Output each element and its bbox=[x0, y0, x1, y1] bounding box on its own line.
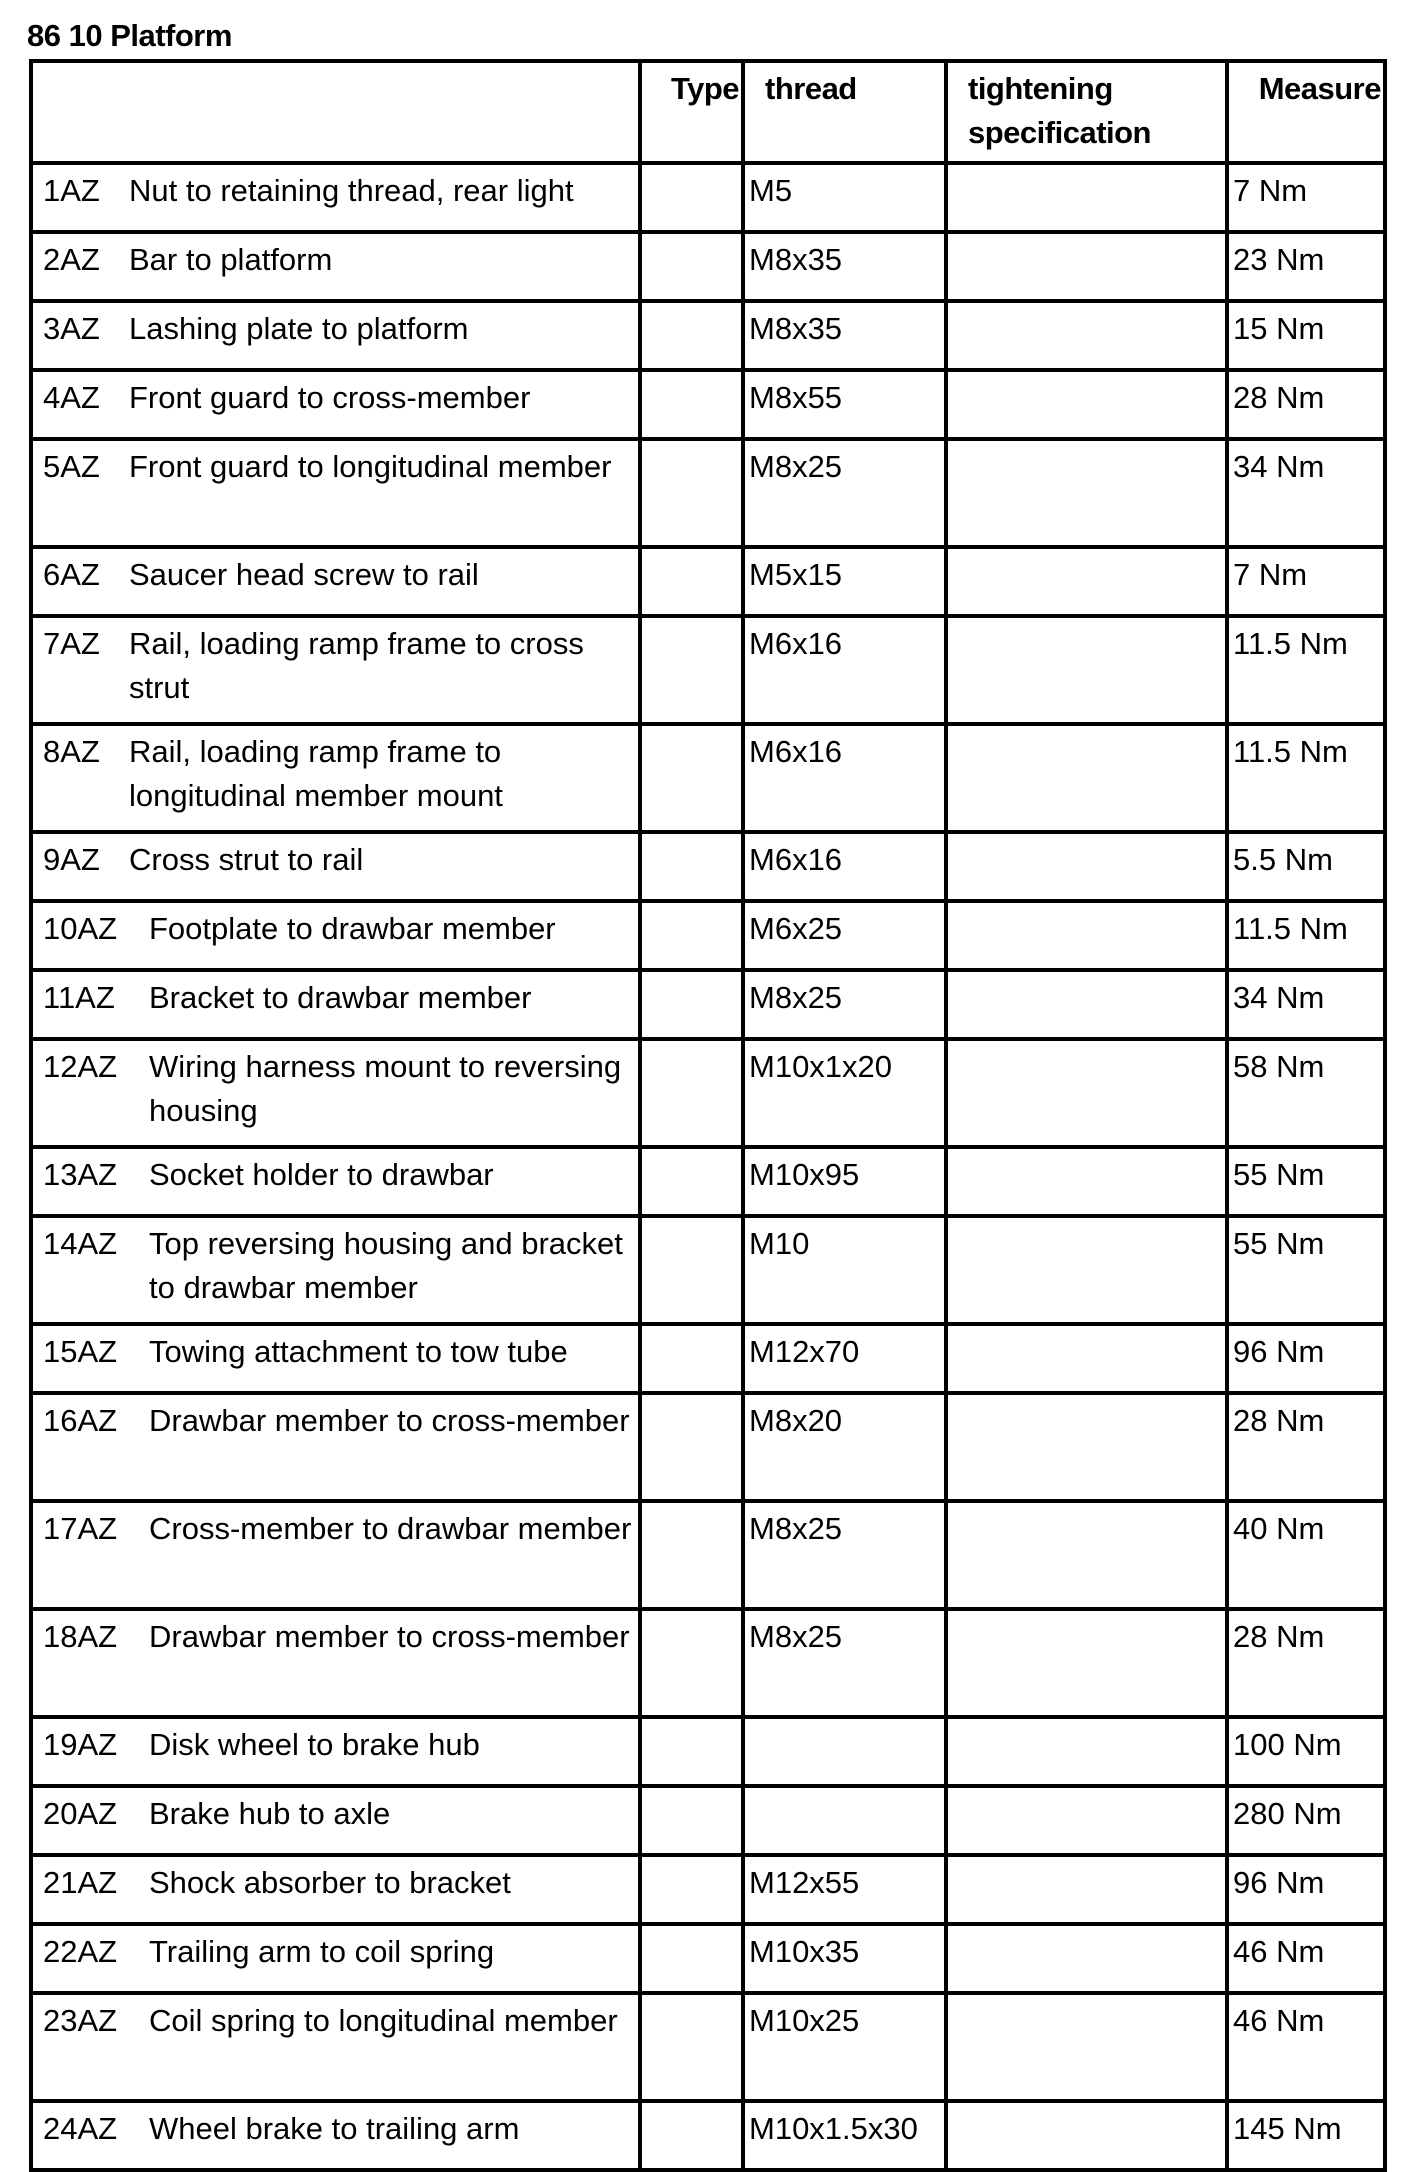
header-type: Type bbox=[640, 61, 743, 163]
description-cell bbox=[31, 1993, 640, 2101]
tightening-cell bbox=[946, 1924, 1227, 1993]
table-row bbox=[31, 1501, 1385, 1609]
header-tightening: tightening specification bbox=[946, 61, 1227, 163]
item-code: 6AZ bbox=[43, 557, 100, 592]
description-cell bbox=[31, 970, 640, 1039]
table-row bbox=[31, 301, 1385, 370]
tightening-cell bbox=[946, 1147, 1227, 1216]
item-description: Front guard to cross-member bbox=[129, 380, 531, 415]
item-description: Disk wheel to brake hub bbox=[149, 1727, 480, 1762]
table-row bbox=[31, 616, 1385, 724]
item-code: 21AZ bbox=[43, 1865, 118, 1900]
thread-cell: M6x16 bbox=[743, 832, 946, 901]
tightening-cell bbox=[946, 1786, 1227, 1855]
item-description: Cross strut to rail bbox=[129, 842, 364, 877]
header-description bbox=[31, 61, 640, 163]
description-cell bbox=[31, 301, 640, 370]
table-row bbox=[31, 724, 1385, 832]
measure-cell: 7 Nm bbox=[1227, 163, 1385, 232]
item-code: 2AZ bbox=[43, 242, 100, 277]
thread-cell: M10x1.5x30 bbox=[743, 2101, 946, 2170]
thread-cell: M6x16 bbox=[743, 724, 946, 832]
item-description: Drawbar member to cross-member bbox=[149, 1619, 630, 1654]
type-cell bbox=[640, 1324, 743, 1393]
item-description: Socket holder to drawbar bbox=[149, 1157, 494, 1192]
item-code: 1AZ bbox=[43, 173, 100, 208]
item-description: Nut to retaining thread, rear light bbox=[129, 173, 574, 208]
item-description: Cross-member to drawbar member bbox=[149, 1511, 632, 1546]
measure-cell: 280 Nm bbox=[1227, 1786, 1385, 1855]
thread-cell: M10 bbox=[743, 1216, 946, 1324]
measure-cell: 55 Nm bbox=[1227, 1147, 1385, 1216]
type-cell bbox=[640, 1993, 743, 2101]
tightening-cell bbox=[946, 1324, 1227, 1393]
item-code: 14AZ bbox=[43, 1226, 118, 1261]
tightening-cell bbox=[946, 232, 1227, 301]
item-code: 11AZ bbox=[43, 980, 115, 1015]
item-code: 12AZ bbox=[43, 1049, 118, 1084]
tightening-cell bbox=[946, 1855, 1227, 1924]
table-row bbox=[31, 1324, 1385, 1393]
description-cell bbox=[31, 1609, 640, 1717]
description-cell bbox=[31, 1786, 640, 1855]
item-description: Wiring harness mount to reversing housing bbox=[149, 1049, 622, 1128]
type-cell bbox=[640, 2101, 743, 2170]
table-row bbox=[31, 1786, 1385, 1855]
item-description: Front guard to longitudinal member bbox=[129, 449, 612, 484]
type-cell bbox=[640, 370, 743, 439]
measure-cell: 23 Nm bbox=[1227, 232, 1385, 301]
measure-cell: 40 Nm bbox=[1227, 1501, 1385, 1609]
measure-cell: 46 Nm bbox=[1227, 1924, 1385, 1993]
measure-cell: 11.5 Nm bbox=[1227, 901, 1385, 970]
type-cell bbox=[640, 1609, 743, 1717]
type-cell bbox=[640, 1855, 743, 1924]
type-cell bbox=[640, 1786, 743, 1855]
tightening-cell bbox=[946, 301, 1227, 370]
item-code: 18AZ bbox=[43, 1619, 118, 1654]
item-code: 5AZ bbox=[43, 449, 100, 484]
thread-cell: M5 bbox=[743, 163, 946, 232]
thread-cell: M6x25 bbox=[743, 901, 946, 970]
tightening-cell bbox=[946, 2101, 1227, 2170]
table-row bbox=[31, 1855, 1385, 1924]
table-row bbox=[31, 370, 1385, 439]
thread-cell: M5x15 bbox=[743, 547, 946, 616]
table-row bbox=[31, 1147, 1385, 1216]
type-cell bbox=[640, 232, 743, 301]
tightening-cell bbox=[946, 439, 1227, 547]
item-code: 4AZ bbox=[43, 380, 100, 415]
measure-cell: 96 Nm bbox=[1227, 1855, 1385, 1924]
page-title: 86 10 Platform bbox=[27, 18, 232, 53]
table-row bbox=[31, 2101, 1385, 2170]
description-cell bbox=[31, 901, 640, 970]
description-cell bbox=[31, 832, 640, 901]
item-code: 7AZ bbox=[43, 626, 100, 661]
type-cell bbox=[640, 901, 743, 970]
item-description: Brake hub to axle bbox=[149, 1796, 391, 1831]
thread-cell: M10x95 bbox=[743, 1147, 946, 1216]
type-cell bbox=[640, 1501, 743, 1609]
torque-spec-table bbox=[29, 59, 1387, 2172]
tightening-cell bbox=[946, 1216, 1227, 1324]
description-cell bbox=[31, 1039, 640, 1147]
table-row bbox=[31, 1039, 1385, 1147]
item-description: Wheel brake to trailing arm bbox=[149, 2111, 520, 2146]
type-cell bbox=[640, 1147, 743, 1216]
item-description: Bar to platform bbox=[129, 242, 333, 277]
measure-cell: 46 Nm bbox=[1227, 1993, 1385, 2101]
tightening-cell bbox=[946, 1501, 1227, 1609]
tightening-cell bbox=[946, 616, 1227, 724]
thread-cell: M8x35 bbox=[743, 232, 946, 301]
table-row bbox=[31, 970, 1385, 1039]
type-cell bbox=[640, 616, 743, 724]
table-row bbox=[31, 901, 1385, 970]
tightening-cell bbox=[946, 163, 1227, 232]
table-header-row bbox=[31, 61, 1385, 163]
table-row bbox=[31, 547, 1385, 616]
thread-cell: M8x55 bbox=[743, 370, 946, 439]
item-description: Coil spring to longitudinal member bbox=[149, 2003, 618, 2038]
measure-cell: 34 Nm bbox=[1227, 970, 1385, 1039]
tightening-cell bbox=[946, 832, 1227, 901]
type-cell bbox=[640, 163, 743, 232]
tightening-cell bbox=[946, 547, 1227, 616]
measure-cell: 34 Nm bbox=[1227, 439, 1385, 547]
item-description: Footplate to drawbar member bbox=[149, 911, 556, 946]
measure-cell: 28 Nm bbox=[1227, 1609, 1385, 1717]
type-cell bbox=[640, 724, 743, 832]
item-description: Top reversing housing and bracket to drawbar member bbox=[149, 1226, 623, 1305]
tightening-cell bbox=[946, 724, 1227, 832]
thread-cell: M6x16 bbox=[743, 616, 946, 724]
thread-cell: M10x1x20 bbox=[743, 1039, 946, 1147]
description-cell bbox=[31, 1147, 640, 1216]
table-row bbox=[31, 232, 1385, 301]
thread-cell: M10x35 bbox=[743, 1924, 946, 1993]
item-code: 10AZ bbox=[43, 911, 118, 946]
tightening-cell bbox=[946, 1393, 1227, 1501]
type-cell bbox=[640, 547, 743, 616]
description-cell bbox=[31, 724, 640, 832]
tightening-cell bbox=[946, 1993, 1227, 2101]
description-cell bbox=[31, 547, 640, 616]
table-row bbox=[31, 1216, 1385, 1324]
table-row bbox=[31, 1993, 1385, 2101]
tightening-cell bbox=[946, 1039, 1227, 1147]
description-cell bbox=[31, 1717, 640, 1786]
type-cell bbox=[640, 1216, 743, 1324]
measure-cell: 96 Nm bbox=[1227, 1324, 1385, 1393]
description-cell bbox=[31, 163, 640, 232]
description-cell bbox=[31, 439, 640, 547]
item-description: Towing attachment to tow tube bbox=[149, 1334, 568, 1369]
item-description: Lashing plate to platform bbox=[129, 311, 469, 346]
thread-cell: M10x25 bbox=[743, 1993, 946, 2101]
type-cell bbox=[640, 1393, 743, 1501]
description-cell bbox=[31, 1324, 640, 1393]
tightening-cell bbox=[946, 1717, 1227, 1786]
measure-cell: 58 Nm bbox=[1227, 1039, 1385, 1147]
description-cell bbox=[31, 616, 640, 724]
table-row bbox=[31, 1393, 1385, 1501]
thread-cell: M8x20 bbox=[743, 1393, 946, 1501]
table-row bbox=[31, 1924, 1385, 1993]
item-code: 9AZ bbox=[43, 842, 100, 877]
measure-cell: 28 Nm bbox=[1227, 370, 1385, 439]
item-code: 22AZ bbox=[43, 1934, 118, 1969]
thread-cell: M8x25 bbox=[743, 439, 946, 547]
tightening-cell bbox=[946, 370, 1227, 439]
measure-cell: 5.5 Nm bbox=[1227, 832, 1385, 901]
description-cell bbox=[31, 1393, 640, 1501]
type-cell bbox=[640, 1717, 743, 1786]
item-description: Shock absorber to bracket bbox=[149, 1865, 511, 1900]
type-cell bbox=[640, 301, 743, 370]
thread-cell: M8x35 bbox=[743, 301, 946, 370]
thread-cell: M12x70 bbox=[743, 1324, 946, 1393]
measure-cell: 28 Nm bbox=[1227, 1393, 1385, 1501]
item-description: Saucer head screw to rail bbox=[129, 557, 479, 592]
header-measure: Measure bbox=[1227, 61, 1385, 163]
table-row bbox=[31, 1609, 1385, 1717]
measure-cell: 15 Nm bbox=[1227, 301, 1385, 370]
item-code: 19AZ bbox=[43, 1727, 118, 1762]
table-row bbox=[31, 163, 1385, 232]
measure-cell: 11.5 Nm bbox=[1227, 724, 1385, 832]
thread-cell: M8x25 bbox=[743, 1609, 946, 1717]
item-description: Drawbar member to cross-member bbox=[149, 1403, 630, 1438]
tightening-cell bbox=[946, 970, 1227, 1039]
measure-cell: 55 Nm bbox=[1227, 1216, 1385, 1324]
description-cell bbox=[31, 2101, 640, 2170]
item-code: 20AZ bbox=[43, 1796, 118, 1831]
type-cell bbox=[640, 970, 743, 1039]
thread-cell: M8x25 bbox=[743, 970, 946, 1039]
table-row bbox=[31, 439, 1385, 547]
item-description: Rail, loading ramp frame to cross strut bbox=[129, 626, 584, 705]
tightening-cell bbox=[946, 901, 1227, 970]
type-cell bbox=[640, 1039, 743, 1147]
description-cell bbox=[31, 1855, 640, 1924]
measure-cell: 7 Nm bbox=[1227, 547, 1385, 616]
tightening-cell bbox=[946, 1609, 1227, 1717]
measure-cell: 100 Nm bbox=[1227, 1717, 1385, 1786]
thread-cell: M8x25 bbox=[743, 1501, 946, 1609]
thread-cell bbox=[743, 1786, 946, 1855]
item-code: 13AZ bbox=[43, 1157, 118, 1192]
item-code: 24AZ bbox=[43, 2111, 118, 2146]
description-cell bbox=[31, 1924, 640, 1993]
description-cell bbox=[31, 1216, 640, 1324]
item-code: 8AZ bbox=[43, 734, 100, 769]
item-code: 17AZ bbox=[43, 1511, 118, 1546]
header-thread: thread bbox=[743, 61, 946, 163]
thread-cell bbox=[743, 1717, 946, 1786]
description-cell bbox=[31, 1501, 640, 1609]
table-row bbox=[31, 832, 1385, 901]
item-description: Bracket to drawbar member bbox=[149, 980, 532, 1015]
type-cell bbox=[640, 1924, 743, 1993]
item-code: 23AZ bbox=[43, 2003, 118, 2038]
table-row bbox=[31, 1717, 1385, 1786]
description-cell bbox=[31, 232, 640, 301]
item-code: 3AZ bbox=[43, 311, 100, 346]
description-cell bbox=[31, 370, 640, 439]
item-description: Trailing arm to coil spring bbox=[149, 1934, 495, 1969]
item-code: 15AZ bbox=[43, 1334, 118, 1369]
measure-cell: 145 Nm bbox=[1227, 2101, 1385, 2170]
type-cell bbox=[640, 832, 743, 901]
item-description: Rail, loading ramp frame to longitudinal member mount bbox=[129, 734, 503, 813]
type-cell bbox=[640, 439, 743, 547]
measure-cell: 11.5 Nm bbox=[1227, 616, 1385, 724]
thread-cell: M12x55 bbox=[743, 1855, 946, 1924]
item-code: 16AZ bbox=[43, 1403, 118, 1438]
